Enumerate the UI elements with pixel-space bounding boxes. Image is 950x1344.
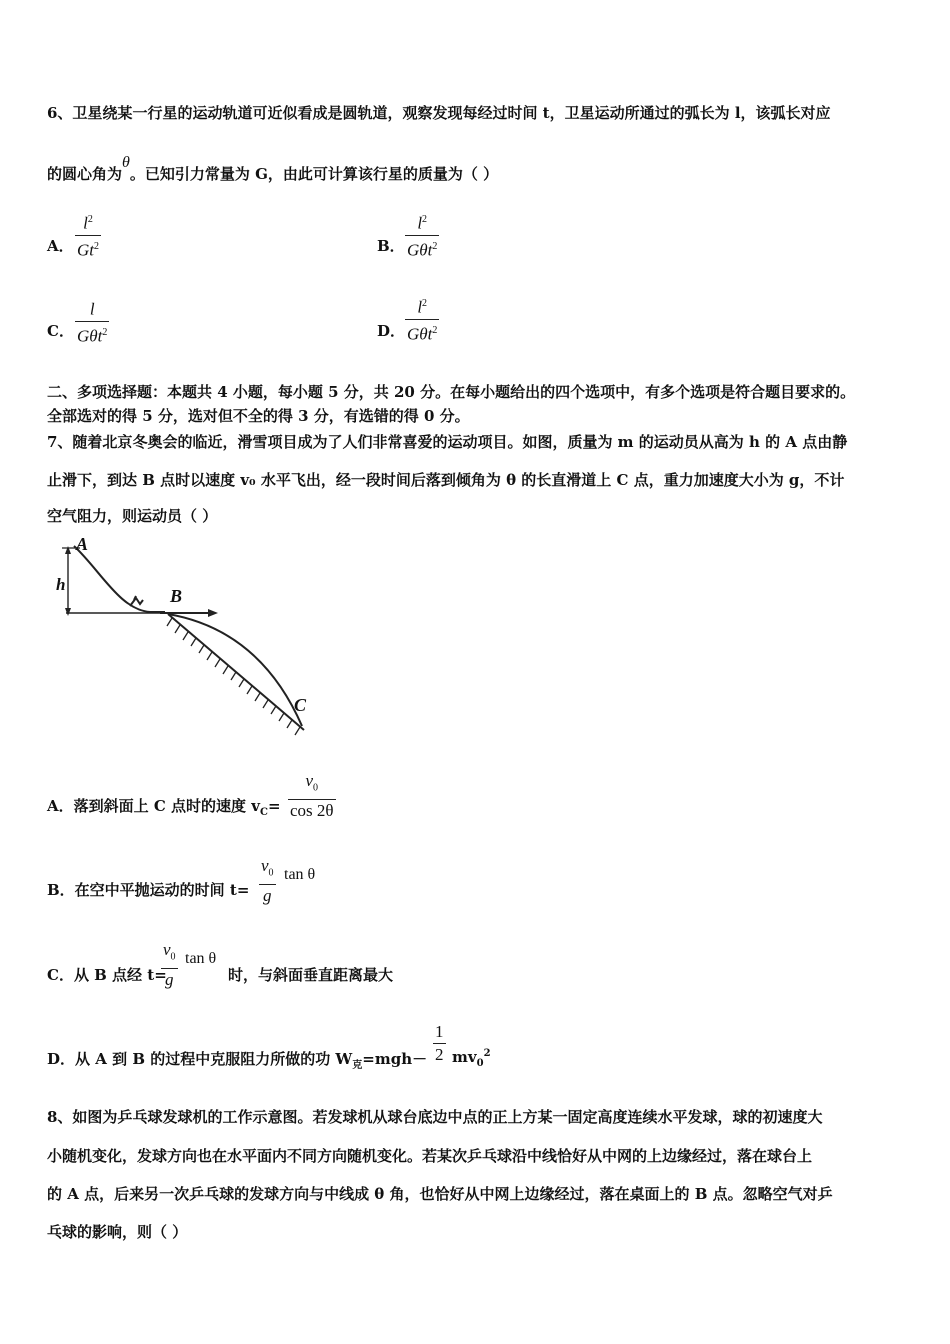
skier-icon [130,596,143,606]
q6-c-den-sup: 2 [102,326,108,338]
q7-d-after-sub: 0 [476,1058,484,1069]
q6-option-c-fraction [75,296,109,346]
q7-c-after: 时，与斜面垂直距离最大 [228,966,394,984]
q6-option-d-label: D． [377,322,406,340]
q7-c-tail: tan θ [185,950,217,967]
q7-option-b-text: B．在空中平抛运动的时间 t= [47,881,250,899]
figure-label-h: h [56,575,66,594]
q7-stem-line2: 止滑下，到达 B 点时以速度 v₀ 水平飞出，经一段时间后落到倾角为 θ 的长直滑道上 C 点，重力加速度大小为 g，不计 [47,471,845,489]
q7-d-fraction [433,1022,446,1065]
q7-a-eq: = [267,797,281,815]
q6-d-den: Gθt [407,324,433,344]
q6-b-num-sup: 2 [422,214,428,225]
q7-d-den: 2 [435,1045,444,1064]
figure-label-c: C [294,695,307,715]
q7-b-fraction [259,856,276,906]
q6-option-a-label: A． [47,237,74,255]
q7-c-fraction [161,940,178,990]
q7-c-num: v [163,940,171,959]
q6-b-num: l [417,213,423,233]
q6-option-d-fraction [405,294,439,344]
q7-a-num-sub: 0 [313,782,319,794]
q8-stem-line4: 乓球的影响，则（ ） [47,1223,188,1241]
q6-a-num-sup: 2 [87,214,93,225]
q7-d-sub: 克 [352,1060,363,1071]
figure-label-a: A [76,534,89,554]
q7-a-den: cos 2θ [290,801,334,821]
q7-a-num: v [305,771,314,790]
q6-stem-line1: 6、卫星绕某一行星的运动轨道可近似看成是圆轨道，观察发现每经过时间 t，卫星运动所通过的弧长为 l，该弧长对应 [47,104,831,122]
q6-c-den: Gθt [77,326,103,346]
velocity-arrow-head [208,609,218,617]
height-arrow-top [65,546,71,554]
q7-a-text: A．落到斜面上 C 点时的速度 v [47,797,260,815]
q6-d-num-sup: 2 [422,298,428,309]
q7-d-text: D．从 A 到 B 的过程中克服阻力所做的功 W [47,1050,353,1068]
q6-option-b-label: B． [377,237,405,255]
q8-stem-line3: 的 A 点，后来另一次乒乓球的发球方向与中线成 θ 角，也恰好从中网上边缘经过，落在桌面上的 B 点。忽略空气对乒 [47,1185,833,1203]
q7-b-tail: tan θ [284,866,316,883]
q6-d-num: l [417,297,423,317]
q8-stem-line1: 8、如图为乒乓球发球机的工作示意图。若发球机从球台底边中点的正上方某一固定高度连续水平发球，球的初速度大 [47,1108,823,1126]
q7-option-a [47,795,281,818]
q7-a-sub: C [259,807,268,818]
q7-d-eq: =mgh－ [362,1050,428,1068]
q7-option-d [47,1048,427,1071]
q7-d-after: mv [452,1048,477,1066]
slope-hatching [167,618,300,735]
q8-stem-line2: 小随机变化，发球方向也在水平面内不同方向随机变化。若某次乒乓球沿中线恰好从中网的上边缘经过，落在球台上 [47,1147,813,1165]
section2-line2: 全部选对的得 5 分，选对但不全的得 3 分，有选错的得 0 分。 [47,407,470,425]
ski-ramp-curve [74,546,165,612]
q7-stem-line3: 空气阻力，则运动员（ ） [47,507,218,525]
q7-stem-line1: 7、随着北京冬奥会的临近，滑雪项目成为了人们非常喜爱的运动项目。如图，质量为 m 的运动员从高为 h 的 A 点由静 [47,433,848,451]
q6-d-den-sup: 2 [432,324,438,336]
q7-d-after-wrap [452,1048,491,1069]
q7-b-num-sub: 0 [268,867,274,879]
q6-option-b-fraction [405,210,439,260]
q6-c-num: l [89,299,95,319]
q7-d-after-sup: 2 [483,1048,491,1059]
q6-b-den: Gθt [407,240,433,260]
q7-b-num: v [261,856,269,875]
q7-d-num: 1 [435,1022,444,1041]
height-arrow-bottom [65,608,71,616]
q6-option-a-fraction [75,210,101,260]
q6-stem-line2a: 的圆心角为 [47,165,123,183]
q7-c-den: g [165,970,174,990]
section2-line1: 二、多项选择题：本题共 4 小题，每小题 5 分，共 20 分。在每小题给出的四个选项中，有多个选项是符合题目要求的。 [47,383,856,401]
q7-b-den: g [263,886,272,906]
q6-a-den-sup: 2 [94,240,99,252]
q6-a-num: l [83,213,88,233]
q6-theta: θ [122,154,130,171]
q6-a-den: Gt [77,240,94,260]
ski-jump-figure [50,530,320,740]
q6-option-c-label: C． [47,322,74,340]
q7-a-fraction [288,771,336,821]
q6-stem-line2 [47,154,499,184]
q6-stem-line2b: 。已知引力常量为 G，由此可计算该行星的质量为（ ） [129,165,499,183]
q7-c-num-sub: 0 [170,951,176,963]
figure-label-b: B [170,586,183,606]
q7-option-c-text: C．从 B 点经 t= [47,966,167,984]
q6-b-den-sup: 2 [432,240,438,252]
